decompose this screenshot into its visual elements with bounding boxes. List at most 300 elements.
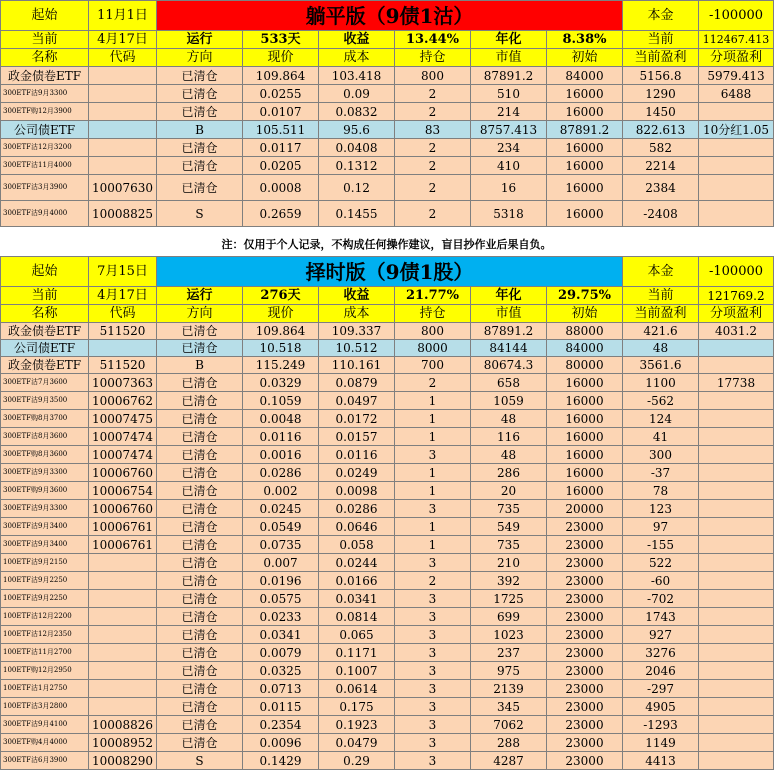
table-cell	[89, 662, 157, 680]
table-cell: 0.002	[243, 482, 319, 500]
current-date: 4月17日	[89, 287, 157, 305]
table-cell: 1	[395, 518, 471, 536]
table-cell: 10008825	[89, 201, 157, 227]
table-cell: -562	[623, 392, 699, 410]
annualized-value: 29.75%	[547, 287, 623, 305]
table-cell: 288	[471, 734, 547, 752]
table-cell: 0.0832	[319, 103, 395, 121]
table-cell: 975	[471, 662, 547, 680]
table-cell: 2	[395, 85, 471, 103]
table-cell: 8757.413	[471, 121, 547, 139]
table-cell: 10007474	[89, 428, 157, 446]
table-cell: 已清仓	[157, 680, 243, 698]
table-cell: 700	[395, 357, 471, 374]
table-title: 躺平版（9债1沽）	[157, 1, 623, 31]
table-cell: 109.337	[319, 323, 395, 340]
table-cell: 100ETF沽12月2200	[1, 608, 89, 626]
table-cell: 100ETF沽1月2750	[1, 680, 89, 698]
table-cell: 84000	[547, 340, 623, 357]
table-cell: 300ETF沽12月3200	[1, 139, 89, 157]
table-cell	[89, 698, 157, 716]
table-cell: 10006760	[89, 500, 157, 518]
table-cell: 0.0479	[319, 734, 395, 752]
table-row	[1, 518, 774, 536]
table-cell: 105.511	[243, 121, 319, 139]
table-cell: 735	[471, 500, 547, 518]
table-row	[1, 139, 774, 157]
table-row	[1, 482, 774, 500]
table-cell: 已清仓	[157, 374, 243, 392]
table-cell: 100ETF购12月2950	[1, 662, 89, 680]
running-days: 276天	[243, 287, 319, 305]
table-cell: 0.0497	[319, 392, 395, 410]
principal-value: -100000	[699, 257, 774, 287]
table-cell: 0.0255	[243, 85, 319, 103]
table-cell: 23000	[547, 572, 623, 590]
table-cell: 10007474	[89, 446, 157, 464]
table-cell: 16000	[547, 157, 623, 175]
table-cell: -2408	[623, 201, 699, 227]
table-cell: 已清仓	[157, 446, 243, 464]
table-cell: 0.12	[319, 175, 395, 201]
col-header: 市值	[471, 305, 547, 323]
table-cell: 1	[395, 482, 471, 500]
table-cell	[699, 410, 774, 428]
table-cell: 已清仓	[157, 716, 243, 734]
table-cell: 3561.6	[623, 357, 699, 374]
table-cell: 4031.2	[699, 323, 774, 340]
table-cell	[699, 175, 774, 201]
table-cell: 0.0205	[243, 157, 319, 175]
table-cell: 1725	[471, 590, 547, 608]
table-cell	[699, 103, 774, 121]
table-cell: 已清仓	[157, 323, 243, 340]
table-cell: 16000	[547, 103, 623, 121]
table-cell: 3	[395, 698, 471, 716]
table-cell: 已清仓	[157, 590, 243, 608]
table-cell: 0.0098	[319, 482, 395, 500]
table-row	[1, 536, 774, 554]
table-cell: 0.0245	[243, 500, 319, 518]
table-cell	[699, 518, 774, 536]
table-cell: 87891.2	[471, 323, 547, 340]
table-cell: -297	[623, 680, 699, 698]
table-cell: 300ETF沽7月3600	[1, 374, 89, 392]
column-header-row	[1, 49, 774, 67]
table-cell: 97	[623, 518, 699, 536]
table-cell: 16000	[547, 464, 623, 482]
table-cell: 300ETF沽3月3900	[1, 175, 89, 201]
table-cell: 100ETF沽9月2250	[1, 590, 89, 608]
table-cell	[89, 626, 157, 644]
table-cell: 522	[623, 554, 699, 572]
table-cell: 1100	[623, 374, 699, 392]
table-cell: 549	[471, 518, 547, 536]
table-cell: 87891.2	[471, 67, 547, 85]
table-row	[1, 572, 774, 590]
table-cell: 23000	[547, 680, 623, 698]
col-header: 初始	[547, 305, 623, 323]
table-row	[1, 410, 774, 428]
table-cell: 0.0116	[319, 446, 395, 464]
table-cell: 16000	[547, 482, 623, 500]
table-cell: 3	[395, 680, 471, 698]
table-row	[1, 500, 774, 518]
table-cell: 已清仓	[157, 85, 243, 103]
table-row	[1, 103, 774, 121]
table-title: 择时版（9债1股）	[157, 257, 623, 287]
table-cell: 1149	[623, 734, 699, 752]
table-cell	[89, 590, 157, 608]
table-cell: 0.1429	[243, 752, 319, 770]
table-cell	[699, 392, 774, 410]
table-cell: 3	[395, 590, 471, 608]
table-cell: 300ETF购8月3700	[1, 410, 89, 428]
table-cell: 4413	[623, 752, 699, 770]
return-label: 收益	[319, 31, 395, 49]
table-cell: 23000	[547, 662, 623, 680]
table-cell: 0.2354	[243, 716, 319, 734]
table-cell	[699, 716, 774, 734]
table-cell: 3	[395, 626, 471, 644]
table-cell: 3	[395, 752, 471, 770]
table-cell: 100ETF沽11月2700	[1, 644, 89, 662]
table-cell: 0.0016	[243, 446, 319, 464]
disclaimer-note: 注：仅用于个人记录，不构成任何操作建议，盲目抄作业后果自负。	[221, 238, 552, 251]
table-cell: 80000	[547, 357, 623, 374]
table-cell: 已清仓	[157, 500, 243, 518]
table-cell: 10007630	[89, 175, 157, 201]
table-cell: 0.0713	[243, 680, 319, 698]
table-cell: 10008290	[89, 752, 157, 770]
table-cell: 已清仓	[157, 410, 243, 428]
table-cell	[699, 482, 774, 500]
table-cell: 421.6	[623, 323, 699, 340]
table-cell: 0.1923	[319, 716, 395, 734]
current-label-2: 当前	[623, 287, 699, 305]
table-cell: 300ETF购9月3600	[1, 482, 89, 500]
table-cell	[699, 752, 774, 770]
table-cell: 23000	[547, 536, 623, 554]
table-cell: 3	[395, 644, 471, 662]
table-cell: 345	[471, 698, 547, 716]
table-cell: 16000	[547, 410, 623, 428]
table-cell: 410	[471, 157, 547, 175]
table-cell: 公司债ETF	[1, 340, 89, 357]
table-cell: 已清仓	[157, 482, 243, 500]
table-cell: 0.0879	[319, 374, 395, 392]
running-label: 运行	[157, 287, 243, 305]
table-cell: 88000	[547, 323, 623, 340]
table-cell: 0.0008	[243, 175, 319, 201]
table-cell: 5979.413	[699, 67, 774, 85]
col-header: 持仓	[395, 305, 471, 323]
table-cell: 16000	[547, 446, 623, 464]
table-row	[1, 734, 774, 752]
table-cell: 0.0646	[319, 518, 395, 536]
table-cell: 23000	[547, 518, 623, 536]
table-cell: 已清仓	[157, 103, 243, 121]
col-header: 分项盈利	[699, 49, 774, 67]
table-cell: 1	[395, 536, 471, 554]
table-cell: 300ETF沽9月4100	[1, 716, 89, 734]
table-cell: 109.864	[243, 67, 319, 85]
return-label: 收益	[319, 287, 395, 305]
principal-label: 本金	[623, 1, 699, 31]
table-cell: 100ETF沽9月2150	[1, 554, 89, 572]
table-cell: 123	[623, 500, 699, 518]
table-cell	[699, 680, 774, 698]
table-cell: -60	[623, 572, 699, 590]
table-cell	[699, 157, 774, 175]
table-cell: 1	[395, 428, 471, 446]
col-header: 当前盈利	[623, 49, 699, 67]
table-cell: S	[157, 201, 243, 227]
table-cell: 23000	[547, 752, 623, 770]
table-row	[1, 357, 774, 374]
current-total: 121769.2	[699, 287, 774, 305]
table-cell: 已清仓	[157, 340, 243, 357]
table-cell: 2	[395, 572, 471, 590]
table-cell: 214	[471, 103, 547, 121]
table-cell	[699, 201, 774, 227]
table-cell: 3276	[623, 644, 699, 662]
table-row	[1, 67, 774, 85]
table-row	[1, 662, 774, 680]
table-cell: 0.0341	[243, 626, 319, 644]
table-row	[1, 157, 774, 175]
table-cell: 0.0233	[243, 608, 319, 626]
table-cell	[89, 157, 157, 175]
table-cell: 17738	[699, 374, 774, 392]
table-cell: 0.0549	[243, 518, 319, 536]
table-cell: 20	[471, 482, 547, 500]
table-row	[1, 554, 774, 572]
table-cell: 23000	[547, 698, 623, 716]
table-cell: 0.0575	[243, 590, 319, 608]
table-cell: 10.518	[243, 340, 319, 357]
table-row	[1, 121, 774, 139]
table-cell: 0.0614	[319, 680, 395, 698]
table-cell: 已清仓	[157, 518, 243, 536]
principal-label: 本金	[623, 257, 699, 287]
start-date: 7月15日	[89, 257, 157, 287]
table-cell: 0.1059	[243, 392, 319, 410]
table-cell: 23000	[547, 554, 623, 572]
table-cell: 2	[395, 103, 471, 121]
table-cell: 10008826	[89, 716, 157, 734]
table-cell: 300ETF沽9月3400	[1, 536, 89, 554]
table-cell	[699, 357, 774, 374]
table-cell: 4905	[623, 698, 699, 716]
table-cell: 0.0107	[243, 103, 319, 121]
current-label-2: 当前	[623, 31, 699, 49]
table-cell	[89, 103, 157, 121]
table-cell: 16000	[547, 428, 623, 446]
table-cell: 0.09	[319, 85, 395, 103]
table-cell: 100ETF沽12月2350	[1, 626, 89, 644]
table-cell: 已清仓	[157, 175, 243, 201]
col-header: 代码	[89, 49, 157, 67]
table-cell: 已清仓	[157, 734, 243, 752]
start-date: 11月1日	[89, 1, 157, 31]
table-cell: 20000	[547, 500, 623, 518]
table-cell	[699, 500, 774, 518]
table-cell: 10006761	[89, 536, 157, 554]
table-cell: 公司债ETF	[1, 121, 89, 139]
table-cell: 0.058	[319, 536, 395, 554]
table-cell	[699, 464, 774, 482]
current-label: 当前	[1, 31, 89, 49]
table-cell: 0.0116	[243, 428, 319, 446]
table-cell: 300ETF购4月4000	[1, 734, 89, 752]
table-cell: 5318	[471, 201, 547, 227]
table-row	[1, 752, 774, 770]
table-cell: 0.0196	[243, 572, 319, 590]
table-cell: 10006761	[89, 518, 157, 536]
table-row	[1, 201, 774, 227]
table-cell: 0.0096	[243, 734, 319, 752]
table-cell	[699, 554, 774, 572]
table-cell: 0.0325	[243, 662, 319, 680]
table-cell: 300ETF沽6月3900	[1, 752, 89, 770]
table-cell: 2214	[623, 157, 699, 175]
table-cell: 已清仓	[157, 536, 243, 554]
table-cell: 已清仓	[157, 392, 243, 410]
table-cell: 0.0735	[243, 536, 319, 554]
table-cell: 124	[623, 410, 699, 428]
table-cell: 41	[623, 428, 699, 446]
table-cell: 23000	[547, 734, 623, 752]
table-cell: 116	[471, 428, 547, 446]
table-cell: 23000	[547, 644, 623, 662]
table-cell: 已清仓	[157, 554, 243, 572]
table-cell: 0.065	[319, 626, 395, 644]
table-row	[1, 175, 774, 201]
table-cell: 48	[623, 340, 699, 357]
table-cell	[699, 626, 774, 644]
table-row	[1, 392, 774, 410]
table-cell	[699, 662, 774, 680]
table-cell: 2046	[623, 662, 699, 680]
start-label: 起始	[1, 1, 89, 31]
table-cell	[89, 680, 157, 698]
annualized-label: 年化	[471, 31, 547, 49]
table-cell: 80674.3	[471, 357, 547, 374]
table-cell: 16000	[547, 201, 623, 227]
table-cell: 3	[395, 500, 471, 518]
table-cell: 0.0341	[319, 590, 395, 608]
table-cell: 927	[623, 626, 699, 644]
table-cell: 0.0079	[243, 644, 319, 662]
table-cell: 115.249	[243, 357, 319, 374]
table-cell: 已清仓	[157, 572, 243, 590]
table-cell	[699, 446, 774, 464]
table-cell: 1	[395, 392, 471, 410]
table-cell: 10007363	[89, 374, 157, 392]
table-cell	[89, 67, 157, 85]
table-row	[1, 716, 774, 734]
table-cell: 0.0172	[319, 410, 395, 428]
table-cell: 3	[395, 608, 471, 626]
table-cell: 300ETF沽11月4000	[1, 157, 89, 175]
table-cell: 0.0166	[319, 572, 395, 590]
table-cell	[699, 536, 774, 554]
table-cell: 2	[395, 374, 471, 392]
table-cell: 0.0157	[319, 428, 395, 446]
table-cell: 300ETF沽9月4000	[1, 201, 89, 227]
table-cell: 0.0048	[243, 410, 319, 428]
table-cell: 582	[623, 139, 699, 157]
table-cell: 1450	[623, 103, 699, 121]
table-cell: 已清仓	[157, 644, 243, 662]
table-cell: 10分红1.05	[699, 121, 774, 139]
table-cell: 23000	[547, 716, 623, 734]
table-cell: 0.29	[319, 752, 395, 770]
table-cell: 10006762	[89, 392, 157, 410]
table-cell: 3	[395, 446, 471, 464]
table-cell: 0.0286	[319, 500, 395, 518]
table-cell: 2	[395, 157, 471, 175]
table-cell	[89, 340, 157, 357]
annualized-label: 年化	[471, 287, 547, 305]
table-cell: 103.418	[319, 67, 395, 85]
table-cell: 0.2659	[243, 201, 319, 227]
table-cell: 237	[471, 644, 547, 662]
table-cell: 84000	[547, 67, 623, 85]
table-row	[1, 626, 774, 644]
strategy-table-zeshi	[0, 256, 774, 770]
table-cell: 16000	[547, 85, 623, 103]
table-cell: 87891.2	[547, 121, 623, 139]
table-cell: 822.613	[623, 121, 699, 139]
table-cell: 511520	[89, 357, 157, 374]
table-row	[1, 608, 774, 626]
table-row	[1, 340, 774, 357]
table-cell: S	[157, 752, 243, 770]
table-cell: 300ETF购12月3900	[1, 103, 89, 121]
table-cell: -155	[623, 536, 699, 554]
table-cell: 1023	[471, 626, 547, 644]
table-cell	[89, 644, 157, 662]
table-row	[1, 644, 774, 662]
table-cell	[699, 608, 774, 626]
table-cell: 已清仓	[157, 139, 243, 157]
table-cell	[699, 139, 774, 157]
table-cell: 已清仓	[157, 698, 243, 716]
principal-value: -100000	[699, 1, 774, 31]
table-cell: 2	[395, 201, 471, 227]
col-header: 市值	[471, 49, 547, 67]
table-cell: 0.1312	[319, 157, 395, 175]
table-cell	[89, 139, 157, 157]
table-cell: 0.1007	[319, 662, 395, 680]
table-row	[1, 464, 774, 482]
table-cell: 0.0814	[319, 608, 395, 626]
current-total: 112467.413	[699, 31, 774, 49]
table-cell: 300ETF沽9月3300	[1, 500, 89, 518]
col-header: 初始	[547, 49, 623, 67]
table-cell: 0.0286	[243, 464, 319, 482]
table-cell: 16000	[547, 392, 623, 410]
table-cell: 511520	[89, 323, 157, 340]
table-cell: 已清仓	[157, 662, 243, 680]
col-header: 现价	[243, 305, 319, 323]
table-cell: 234	[471, 139, 547, 157]
col-header: 持仓	[395, 49, 471, 67]
table-cell: 510	[471, 85, 547, 103]
column-header-row	[1, 305, 774, 323]
